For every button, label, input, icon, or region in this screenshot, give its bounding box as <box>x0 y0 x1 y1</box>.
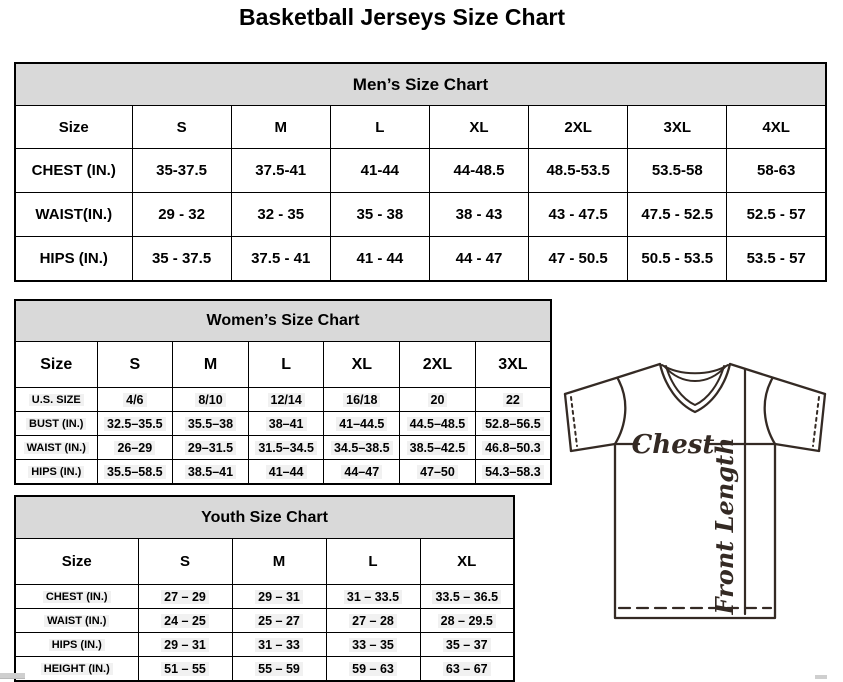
row-label: WAIST(IN.) <box>15 193 132 237</box>
column-header: 2XL <box>529 106 628 149</box>
table-cell: 27 – 29 <box>138 585 232 609</box>
table-cell: 52.5 - 57 <box>727 193 826 237</box>
table-cell: 33.5 – 36.5 <box>420 585 514 609</box>
table-cell: 35.5–38 <box>173 412 249 436</box>
table-row <box>15 388 551 412</box>
table-cell: 44–47 <box>324 460 400 485</box>
table-cell: 34.5–38.5 <box>324 436 400 460</box>
table-cell: 41–44 <box>248 460 324 485</box>
youth-size-table <box>14 495 515 682</box>
row-label: CHEST (IN.) <box>15 149 132 193</box>
table-row <box>15 436 551 460</box>
table-cell: 29 – 31 <box>232 585 326 609</box>
table-cell: 35-37.5 <box>132 149 231 193</box>
womens-size-table <box>14 299 552 485</box>
row-label: HEIGHT (IN.) <box>15 657 138 682</box>
mens-table-title: Men’s Size Chart <box>15 63 826 106</box>
table-cell: 28 – 29.5 <box>420 609 514 633</box>
table-cell: 58-63 <box>727 149 826 193</box>
table-cell: 27 – 28 <box>326 609 420 633</box>
table-cell: 35 - 38 <box>330 193 429 237</box>
table-cell: 29 – 31 <box>138 633 232 657</box>
table-cell: 32.5–35.5 <box>97 412 173 436</box>
table-row <box>15 63 826 106</box>
column-header: Size <box>15 539 138 585</box>
row-label: U.S. SIZE <box>15 388 97 412</box>
table-cell: 38.5–41 <box>173 460 249 485</box>
page-title: Basketball Jerseys Size Chart <box>238 4 565 30</box>
column-header: S <box>132 106 231 149</box>
column-header: XL <box>420 539 514 585</box>
row-label: HIPS (IN.) <box>15 633 138 657</box>
row-label: WAIST (IN.) <box>15 609 138 633</box>
table-row <box>15 106 826 149</box>
table-cell: 50.5 - 53.5 <box>628 237 727 282</box>
table-cell: 53.5 - 57 <box>727 237 826 282</box>
column-header: 3XL <box>628 106 727 149</box>
table-row <box>15 193 826 237</box>
bottom-left-fragment <box>0 673 25 679</box>
table-row <box>15 460 551 485</box>
table-cell: 43 - 47.5 <box>529 193 628 237</box>
table-cell: 44-48.5 <box>429 149 528 193</box>
column-header: L <box>248 342 324 388</box>
table-cell: 26–29 <box>97 436 173 460</box>
table-cell: 38–41 <box>248 412 324 436</box>
row-label: HIPS (IN.) <box>15 237 132 282</box>
table-cell: 31 – 33.5 <box>326 585 420 609</box>
table-cell: 38 - 43 <box>429 193 528 237</box>
column-header: 2XL <box>400 342 476 388</box>
column-header: L <box>330 106 429 149</box>
table-cell: 38.5–42.5 <box>400 436 476 460</box>
table-cell: 12/14 <box>248 388 324 412</box>
table-cell: 31 – 33 <box>232 633 326 657</box>
table-cell: 29 - 32 <box>132 193 231 237</box>
table-row <box>15 412 551 436</box>
bottom-right-fragment <box>815 675 827 679</box>
table-cell: 35.5–58.5 <box>97 460 173 485</box>
youth-table-title: Youth Size Chart <box>15 496 514 539</box>
row-label: HIPS (IN.) <box>15 460 97 485</box>
table-cell: 29–31.5 <box>173 436 249 460</box>
table-cell: 63 – 67 <box>420 657 514 682</box>
jersey-outline-icon <box>565 364 825 618</box>
table-row <box>15 657 514 682</box>
table-cell: 54.3–58.3 <box>475 460 551 485</box>
table-cell: 51 – 55 <box>138 657 232 682</box>
table-cell: 37.5-41 <box>231 149 330 193</box>
table-row <box>15 609 514 633</box>
table-cell: 59 – 63 <box>326 657 420 682</box>
column-header: M <box>231 106 330 149</box>
column-header: M <box>173 342 249 388</box>
table-cell: 35 - 37.5 <box>132 237 231 282</box>
table-cell: 4/6 <box>97 388 173 412</box>
table-cell: 47–50 <box>400 460 476 485</box>
front-length-label: Front Length <box>710 437 739 615</box>
row-label: CHEST (IN.) <box>15 585 138 609</box>
column-header: 4XL <box>727 106 826 149</box>
table-cell: 44.5–48.5 <box>400 412 476 436</box>
column-header: S <box>138 539 232 585</box>
table-cell: 33 – 35 <box>326 633 420 657</box>
table-cell: 16/18 <box>324 388 400 412</box>
table-cell: 22 <box>475 388 551 412</box>
table-cell: 41-44 <box>330 149 429 193</box>
table-row <box>15 585 514 609</box>
chest-label: Chest <box>631 430 715 460</box>
jersey-measurement-diagram <box>552 356 832 624</box>
column-header: M <box>232 539 326 585</box>
table-cell: 53.5-58 <box>628 149 727 193</box>
table-row <box>15 342 551 388</box>
row-label: WAIST (IN.) <box>15 436 97 460</box>
table-cell: 47.5 - 52.5 <box>628 193 727 237</box>
table-row <box>15 237 826 282</box>
column-header: Size <box>15 342 97 388</box>
table-cell: 32 - 35 <box>231 193 330 237</box>
table-cell: 46.8–50.3 <box>475 436 551 460</box>
table-cell: 24 – 25 <box>138 609 232 633</box>
table-row <box>15 496 514 539</box>
table-cell: 44 - 47 <box>429 237 528 282</box>
table-cell: 20 <box>400 388 476 412</box>
mens-size-table <box>14 62 827 282</box>
column-header: XL <box>429 106 528 149</box>
table-cell: 31.5–34.5 <box>248 436 324 460</box>
column-header: S <box>97 342 173 388</box>
table-cell: 41–44.5 <box>324 412 400 436</box>
table-cell: 48.5-53.5 <box>529 149 628 193</box>
table-row <box>15 539 514 585</box>
womens-table-title: Women’s Size Chart <box>15 300 551 342</box>
column-header: 3XL <box>475 342 551 388</box>
table-cell: 47 - 50.5 <box>529 237 628 282</box>
column-header: XL <box>324 342 400 388</box>
table-row <box>15 300 551 342</box>
table-row <box>15 633 514 657</box>
row-label: BUST (IN.) <box>15 412 97 436</box>
table-cell: 25 – 27 <box>232 609 326 633</box>
column-header: Size <box>15 106 132 149</box>
table-cell: 41 - 44 <box>330 237 429 282</box>
table-cell: 8/10 <box>173 388 249 412</box>
table-cell: 55 – 59 <box>232 657 326 682</box>
table-cell: 37.5 - 41 <box>231 237 330 282</box>
table-cell: 52.8–56.5 <box>475 412 551 436</box>
table-cell: 35 – 37 <box>420 633 514 657</box>
column-header: L <box>326 539 420 585</box>
table-row <box>15 149 826 193</box>
